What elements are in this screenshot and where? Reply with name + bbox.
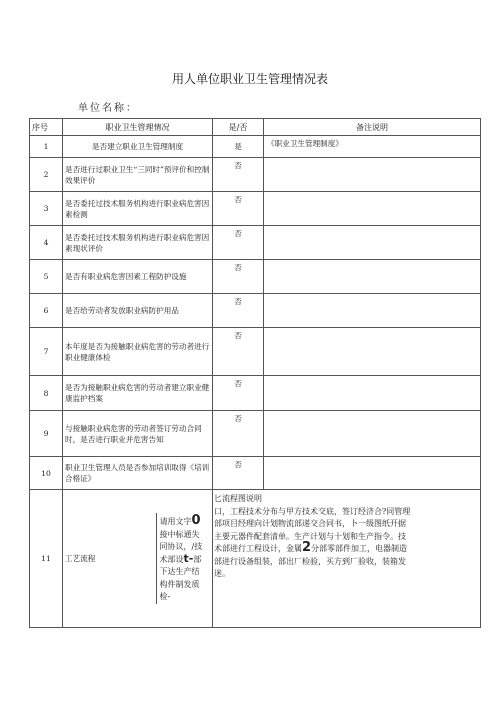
- row-number: 8: [30, 376, 63, 411]
- row-note: [264, 376, 481, 411]
- row-number: 2: [30, 158, 63, 192]
- row-yes-no: 否: [213, 260, 264, 294]
- row-item: 本年度是否为接触职业病危害的劳动者进行职业健康体检: [63, 328, 213, 376]
- row-item: 是否为接触职业病危害的劳动者建立职业健康监护档案: [63, 376, 213, 411]
- table-row: [30, 411, 481, 457]
- process-note-line: 部项目经理向计划物流部递交合同书，卜一级图纸开据: [214, 519, 406, 528]
- process-inner-layout: [65, 513, 213, 604]
- process-text-line: 接中标通失: [159, 529, 200, 539]
- process-row: [30, 490, 481, 628]
- process-text-line: 部: [193, 554, 202, 564]
- row-number: 11: [30, 490, 63, 628]
- row-note: [264, 260, 481, 294]
- row-yes-no: 否: [213, 328, 264, 376]
- process-description-left: [156, 513, 213, 604]
- row-yes-no: 否: [213, 192, 264, 226]
- process-note-line: 口，工程技术分布与甲方技术交底，签订经济合?同管理: [214, 506, 411, 516]
- table-row: [30, 457, 481, 490]
- page-title: 用人单位职业卫生管理情况表: [171, 72, 328, 86]
- row-yes-no: 是: [213, 136, 264, 158]
- row-item: 是否委托过技术服务机构进行职业病危害因素检测: [63, 192, 213, 226]
- process-description-right: [213, 490, 481, 628]
- row-note: [264, 158, 481, 192]
- row-yes-no: 否: [213, 457, 264, 490]
- row-item: 与接触职业病危害的劳动者签订劳动合同时，是否进行职业并危害告知: [63, 411, 213, 457]
- table-row: [30, 226, 481, 260]
- process-note-line: 主要元器件配套清单。生产计划与十划和生产指令。技: [214, 531, 406, 541]
- process-text-mark: 0: [191, 513, 201, 529]
- row-yes-no: 否: [213, 226, 264, 260]
- row-number: 10: [30, 457, 63, 490]
- header-yes-no: 是/否: [213, 119, 264, 136]
- table-row: [30, 192, 481, 226]
- header-no: 序号: [30, 119, 63, 136]
- process-text-line: 检-: [159, 592, 171, 602]
- row-note: [264, 192, 481, 226]
- process-item-cell: [63, 490, 213, 628]
- row-note: [264, 294, 481, 328]
- row-item: 是否委托过技术服务机构进行职业病危害因素现状评价: [63, 226, 213, 260]
- process-label: 工艺流程: [65, 554, 96, 563]
- row-item: 是否建立职业卫生管理制度: [63, 136, 213, 158]
- process-text-line: 请用文字: [159, 517, 192, 527]
- process-text-line: 同协议，/技: [159, 542, 203, 552]
- row-number: 4: [30, 226, 63, 260]
- unit-name-label: 单位名称：: [78, 103, 138, 114]
- row-item: 是否给劳动者发放职业病防护用品: [63, 294, 213, 328]
- row-yes-no: 否: [213, 158, 264, 192]
- table-row: [30, 294, 481, 328]
- row-number: 3: [30, 192, 63, 226]
- header-note: 备注说明: [264, 119, 481, 136]
- process-text-line: 术部设: [159, 554, 184, 564]
- row-number: 6: [30, 294, 63, 328]
- process-note-line: 术部进行工程设计，金属: [214, 544, 302, 553]
- process-text-mark: t-: [183, 551, 194, 565]
- process-note-line: 部进行设备组装，部出厂检验，买方到厂验收，装箱发: [214, 556, 406, 566]
- row-yes-no: 否: [213, 376, 264, 411]
- table-row: [30, 328, 481, 376]
- row-note: [264, 457, 481, 490]
- table-row: [30, 136, 481, 158]
- row-note: [264, 226, 481, 260]
- table-row: [30, 260, 481, 294]
- row-note: [264, 411, 481, 457]
- row-number: 5: [30, 260, 63, 294]
- table-row: [30, 158, 481, 192]
- process-note-line: 匕流程图说明: [214, 494, 262, 503]
- management-table: [29, 118, 481, 628]
- row-item: 职业卫生管理人员是否参加培训取得《培训合格证》: [63, 457, 213, 490]
- process-note-mark: 2: [302, 540, 312, 555]
- row-number: 1: [30, 136, 63, 158]
- table-header-row: [30, 119, 481, 136]
- table-row: [30, 376, 481, 411]
- process-note-line: 分部零部件加工，电器制造: [311, 544, 408, 553]
- row-yes-no: 否: [213, 294, 264, 328]
- process-text-line: 构件制发质: [159, 579, 200, 589]
- process-text-line: 下达生产结: [159, 567, 200, 577]
- process-note-line: 迷。: [214, 569, 230, 578]
- row-item: 是否进行过职业卫生“三同时”预评价和控制效果评价: [63, 158, 213, 192]
- row-note: 《职业卫生管理制度》: [264, 136, 481, 158]
- header-item: 职业卫生管理情况: [63, 119, 213, 136]
- row-number: 7: [30, 328, 63, 376]
- row-yes-no: 否: [213, 411, 264, 457]
- row-note: [264, 328, 481, 376]
- row-item: 是否有职业病危害因素工程防护设施: [63, 260, 213, 294]
- row-number: 9: [30, 411, 63, 457]
